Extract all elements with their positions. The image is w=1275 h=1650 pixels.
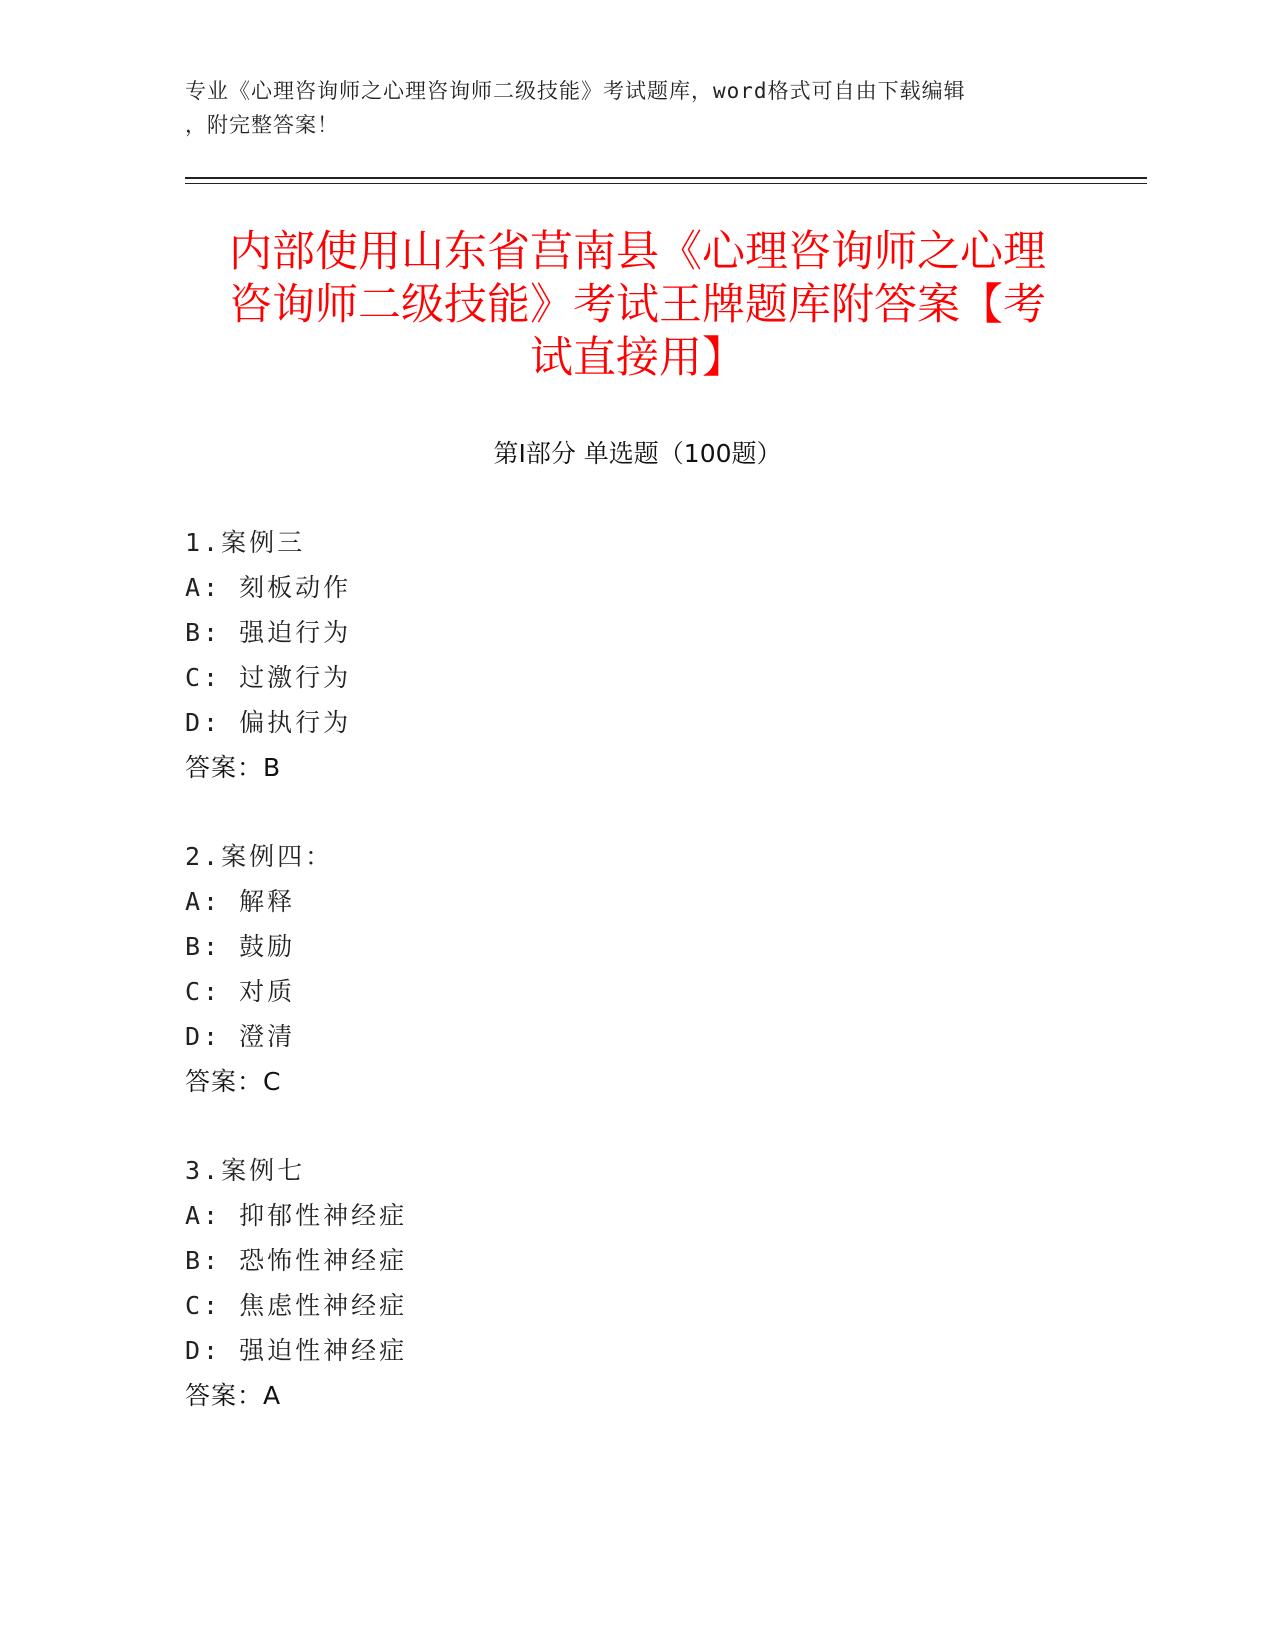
document-title bbox=[190, 226, 1085, 385]
header-note bbox=[185, 74, 1065, 142]
title-line-2: 咨询师二级技能》考试王牌题库附答案【考 bbox=[229, 280, 1046, 330]
option-a: A: 解释 bbox=[185, 887, 296, 916]
option-b: B: 恐怖性神经症 bbox=[185, 1246, 408, 1275]
option-c: C: 对质 bbox=[185, 977, 296, 1006]
option-b: B: 强迫行为 bbox=[185, 618, 352, 647]
answer-line: 答案：C bbox=[185, 1067, 282, 1096]
question-stem: 2.案例四： bbox=[185, 842, 334, 871]
option-a: A: 刻板动作 bbox=[185, 573, 352, 602]
header-note-line-1: 专业《心理咨询师之心理咨询师二级技能》考试题库，word格式可自由下载编辑 bbox=[185, 79, 966, 103]
option-c: C: 过激行为 bbox=[185, 663, 352, 692]
option-a: A: 抑郁性神经症 bbox=[185, 1201, 408, 1230]
title-line-3: 试直接用】 bbox=[530, 333, 745, 383]
answer-line: 答案：B bbox=[185, 753, 282, 782]
question-stem: 1.案例三 bbox=[185, 528, 306, 557]
section-heading: 第Ⅰ部分 单选题（100题） bbox=[493, 439, 782, 468]
option-b: B: 鼓励 bbox=[185, 932, 296, 961]
question-block bbox=[185, 834, 1085, 1104]
option-d: D: 偏执行为 bbox=[185, 708, 352, 737]
header-divider-thin bbox=[185, 183, 1147, 184]
question-block bbox=[185, 1148, 1085, 1418]
answer-line: 答案：A bbox=[185, 1381, 282, 1410]
option-c: C: 焦虑性神经症 bbox=[185, 1291, 408, 1320]
option-d: D: 强迫性神经症 bbox=[185, 1336, 408, 1365]
option-d: D: 澄清 bbox=[185, 1022, 296, 1051]
question-block bbox=[185, 520, 1085, 790]
header-divider-thick bbox=[185, 177, 1147, 179]
title-line-1: 内部使用山东省莒南县《心理咨询师之心理 bbox=[229, 227, 1046, 277]
header-note-line-2: ，附完整答案！ bbox=[185, 113, 339, 137]
question-stem: 3.案例七 bbox=[185, 1156, 306, 1185]
